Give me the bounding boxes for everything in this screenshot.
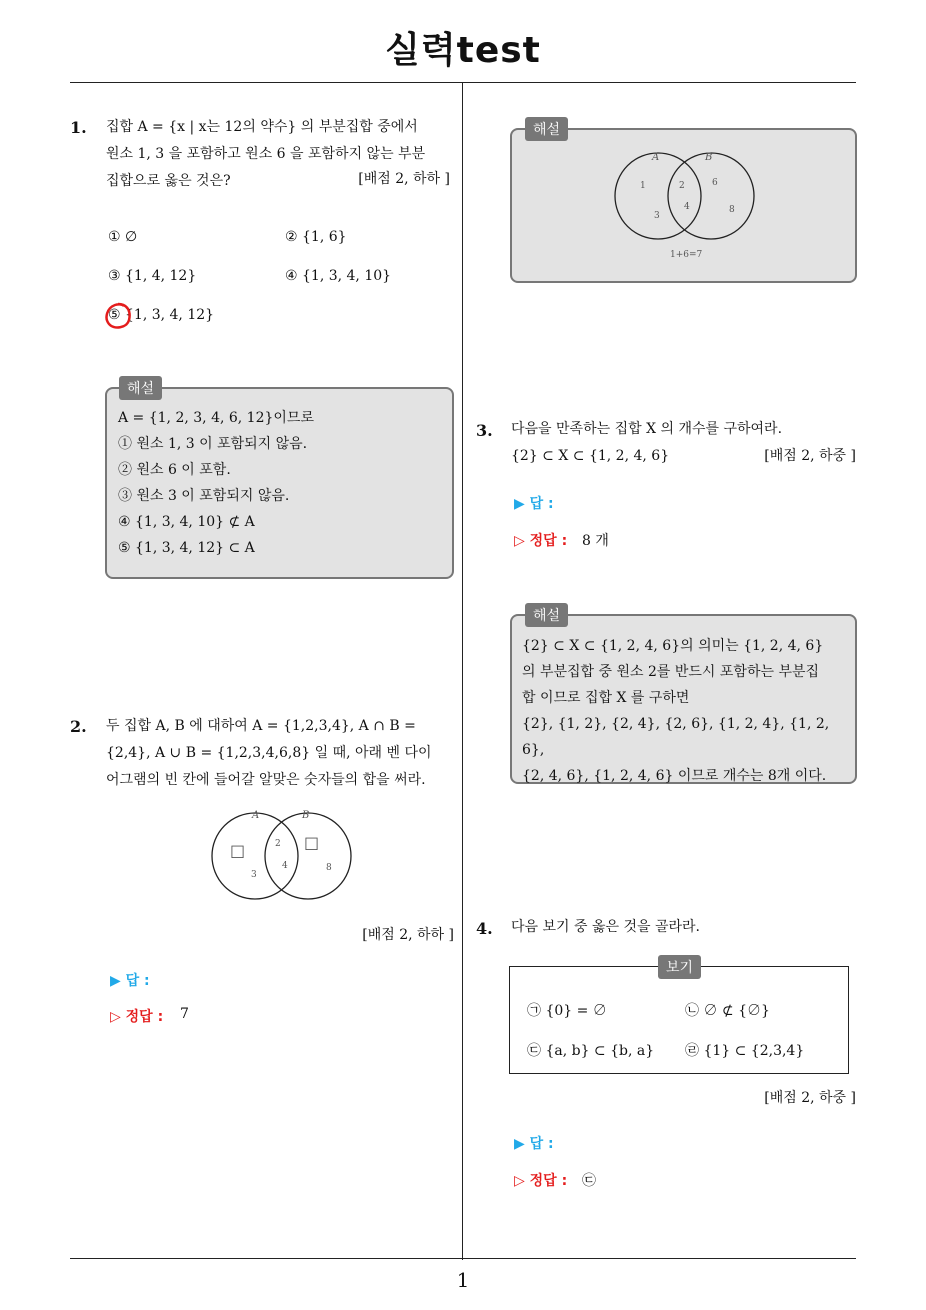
footer-rule <box>70 1258 856 1259</box>
q1-line: 집합으로 옳은 것은? <box>106 173 231 189</box>
q2-solution-venn <box>608 148 768 264</box>
solution-line: 합 이므로 집합 X 를 구하면 <box>522 690 690 706</box>
q4-item-2: ㉡ ∅ ⊄ {∅} <box>685 1003 770 1019</box>
solution-line: ③ 원소 3 이 포함되지 않음. <box>118 488 290 504</box>
q3-line-1: 다음을 만족하는 집합 X 의 개수를 구하여라. <box>511 421 783 437</box>
solution-line: ① 원소 1, 3 이 포함되지 않음. <box>118 436 308 452</box>
solution-line: 의 부분집합 중 원소 2를 반드시 포함하는 부분집 <box>522 664 820 680</box>
venn-blank-1: □ <box>230 841 246 860</box>
venn-blank-2: □ <box>304 833 320 852</box>
q1-option-4[interactable]: ④ {1, 3, 4, 10} <box>285 268 392 284</box>
q4-item-4: ㉣ {1} ⊂ {2,3,4} <box>685 1043 805 1059</box>
venn-num-4: 4 <box>282 861 288 871</box>
q1-option-5[interactable]: ⑤ {1, 3, 4, 12} <box>108 307 215 323</box>
venn-caption: 1+6=7 <box>670 250 703 260</box>
q4-box-label: 보기 <box>658 955 701 979</box>
q2-line: {2,4}, A ∪ B = {1,2,3,4,6,8} 일 때, 아래 벤 다이 <box>106 745 432 761</box>
venn-label-b: B <box>302 810 310 821</box>
q1-line: 원소 1, 3 을 포함하고 원소 6 을 포함하지 않는 부분 <box>106 146 426 162</box>
solution-line: ④ {1, 3, 4, 10} ⊄ A <box>118 514 255 530</box>
q4-item-1: ㉠ {0} = ∅ <box>527 1003 607 1019</box>
q1-option-2[interactable]: ② {1, 6} <box>285 229 347 245</box>
q2-venn-diagram <box>200 806 370 906</box>
q1-line: 집합 A = {x | x는 12의 약수} 의 부분집합 중에서 <box>106 119 418 135</box>
venn-circle-b <box>668 153 754 239</box>
solution-line: ② 원소 6 이 포함. <box>118 462 231 478</box>
venn-num-4: 4 <box>684 202 690 212</box>
q1-solution-text <box>118 405 448 561</box>
q1-number: 1. <box>70 118 87 137</box>
venn-circle-a <box>212 813 298 899</box>
venn-circle-b <box>265 813 351 899</box>
q1-points: [배점 2, 하하 ] <box>358 171 450 187</box>
selected-answer-mark-icon <box>102 300 134 332</box>
q3-correct-value: 8 개 <box>582 533 609 549</box>
venn-num-6: 6 <box>712 178 718 188</box>
q3-answer-label: ▶ 답 : <box>514 496 554 512</box>
column-divider <box>462 83 463 1260</box>
q3-solution-label: 해설 <box>525 603 568 627</box>
solution-line: ⑤ {1, 3, 4, 12} ⊂ A <box>118 540 255 556</box>
q1-solution-label: 해설 <box>119 376 162 400</box>
venn-num-8: 8 <box>326 863 332 873</box>
solution-line: A = {1, 2, 3, 4, 6, 12}이므로 <box>118 410 314 426</box>
q2-text <box>106 713 456 794</box>
q2-line: 두 집합 A, B 에 대하여 A = {1,2,3,4}, A ∩ B = <box>106 718 416 734</box>
q1-option-3[interactable]: ③ {1, 4, 12} <box>108 268 197 284</box>
venn-num-1: 1 <box>640 181 646 191</box>
q3-correct-label: ▷ 정답 : <box>514 533 568 549</box>
page-title: 실력test <box>385 30 541 71</box>
q3-line-2: {2} ⊂ X ⊂ {1, 2, 4, 6} <box>511 448 670 464</box>
q2-line: 어그램의 빈 칸에 들어갈 알맞은 숫자들의 합을 써라. <box>106 772 426 788</box>
q1-option-1[interactable]: ① ∅ <box>108 229 138 245</box>
q2-points: [배점 2, 하하 ] <box>362 927 454 943</box>
q2-correct-value: 7 <box>180 1006 189 1022</box>
page-number: 1 <box>456 1268 470 1292</box>
venn-circle-a <box>615 153 701 239</box>
q4-correct-value: ㉢ <box>582 1173 596 1189</box>
venn-label-a: A <box>252 810 260 821</box>
header-rule <box>70 82 856 83</box>
venn-num-3: 3 <box>654 211 660 221</box>
solution-line: {2, 4, 6}, {1, 2, 4, 6} 이므로 개수는 8개 이다. <box>522 768 827 784</box>
q3-points: [배점 2, 하중 ] <box>764 448 856 464</box>
q3-number: 3. <box>476 421 493 440</box>
q4-correct-label: ▷ 정답 : <box>514 1173 568 1189</box>
q2-solution-label: 해설 <box>525 117 568 141</box>
q2-correct-label: ▷ 정답 : <box>110 1009 164 1025</box>
venn-label-a: A <box>652 152 660 163</box>
q4-points: [배점 2, 하중 ] <box>764 1090 856 1106</box>
q3-solution-text <box>522 633 852 789</box>
solution-line: {2} ⊂ X ⊂ {1, 2, 4, 6}의 의미는 {1, 2, 4, 6} <box>522 638 824 654</box>
q4-answer-label: ▶ 답 : <box>514 1136 554 1152</box>
venn-num-8: 8 <box>729 205 735 215</box>
solution-line: {2}, {1, 2}, {2, 4}, {2, 6}, {1, 2, 4}, {1, 2, 6}, <box>522 716 830 758</box>
venn-label-b: B <box>705 152 713 163</box>
venn-num-2: 2 <box>679 181 685 191</box>
venn-num-2: 2 <box>275 839 281 849</box>
q2-number: 2. <box>70 717 87 736</box>
venn-num-3: 3 <box>251 870 257 880</box>
q4-number: 4. <box>476 919 493 938</box>
q4-item-3: ㉢ {a, b} ⊂ {b, a} <box>527 1043 655 1059</box>
q2-answer-label: ▶ 답 : <box>110 973 150 989</box>
q4-line-1: 다음 보기 중 옳은 것을 골라라. <box>511 919 700 935</box>
